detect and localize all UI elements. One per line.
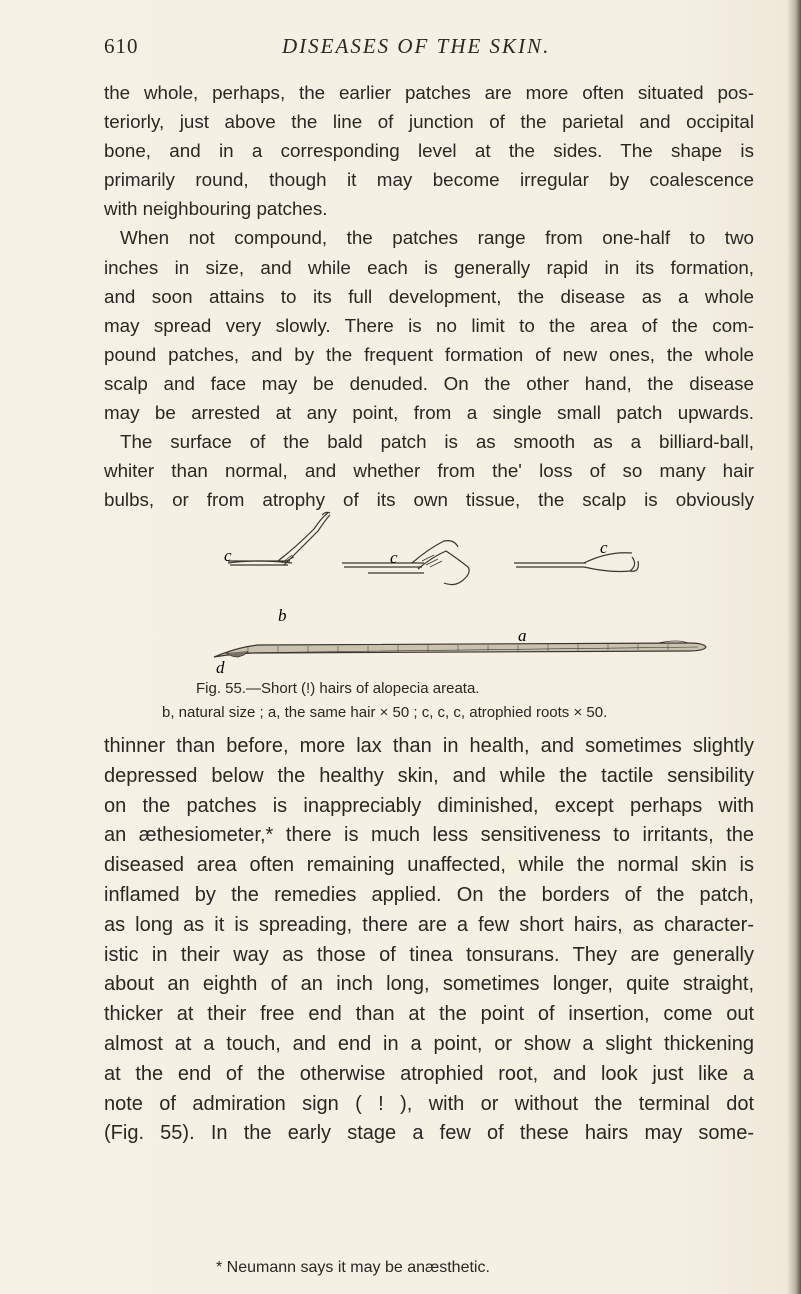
text-line: primarily round, though it may become irregular by coalescence <box>104 169 754 191</box>
text-line: scalp and face may be denuded. On the other hand, the disease <box>104 372 754 394</box>
text-line: may spread very slowly. There is no limit to the area of the com- <box>104 314 754 336</box>
text-line: at the end of the otherwise atrophied root, and look just like a <box>104 1062 754 1085</box>
text-line: The surface of the bald patch is as smooth as a billiard-ball, <box>120 431 754 453</box>
text-line: (Fig. 55). In the early stage a few of these hairs may some- <box>104 1122 754 1145</box>
label-b: b <box>278 606 287 625</box>
text-line: with neighbouring patches. <box>104 198 328 220</box>
text-line: on the patches is inappreciably diminished, except perhaps with <box>104 794 754 817</box>
label-c-left: c <box>224 546 232 565</box>
text-line: about an eighth of an inch long, sometimes longer, quite straight, <box>104 973 754 996</box>
text-line: depressed below the healthy skin, and while the tactile sensibility <box>104 764 754 787</box>
text-line: an æthesiometer,* there is much less sensitiveness to irritants, the <box>104 824 754 847</box>
atrophied-root-1 <box>228 512 330 565</box>
label-c-right: c <box>600 538 608 557</box>
text-line: thinner than before, more lax than in health, and sometimes slightly <box>104 735 754 757</box>
text-line: whiter than normal, and whether from the' loss of so many hair <box>104 460 754 482</box>
text-line: istic in their way as those of tinea tonsurans. They are generally <box>104 943 754 966</box>
text-line: almost at a touch, and end in a point, or show a slight thickening <box>104 1032 754 1055</box>
text-line: thicker at their free end than at the point of insertion, come out <box>104 1003 754 1026</box>
text-line: as long as it is spreading, there are a few short hairs, as character- <box>104 913 754 936</box>
atrophied-root-3 <box>514 553 638 572</box>
text-line: note of admiration sign ( ! ), with or without the terminal dot <box>104 1092 754 1115</box>
label-a: a <box>518 626 527 645</box>
label-d: d <box>216 658 225 677</box>
paragraph-bottom <box>104 732 754 1149</box>
text-line: bulbs, or from atrophy of its own tissue, the scalp is obviously <box>104 489 754 511</box>
text-line: teriorly, just above the line of junction of the parietal and occipital <box>104 111 754 133</box>
running-title: DISEASES OF THE SKIN. <box>282 34 551 58</box>
footnote: * Neumann says it may be anæsthetic. <box>216 1259 490 1276</box>
page-edge-shadow <box>787 0 801 1294</box>
text-line: and soon attains to its full development, the disease as a whole <box>104 285 754 307</box>
text-line: diseased area often remaining unaffected, while the normal skin is <box>104 854 754 877</box>
text-line: inflamed by the remedies applied. On the borders of the patch, <box>104 883 754 906</box>
label-c-middle: c <box>390 548 398 567</box>
atrophied-root-2 <box>342 541 469 585</box>
text-line: pound patches, and by the frequent formation of new ones, the whole <box>104 343 754 365</box>
figure-55 <box>218 507 718 687</box>
text-line: inches in size, and while each is generally rapid in its formation, <box>104 256 754 278</box>
text-line: When not compound, the patches range from one-half to two <box>120 227 754 249</box>
long-hair-a <box>214 641 706 657</box>
text-line: may be arrested at any point, from a single small patch upwards. <box>104 402 754 424</box>
paragraph-top <box>104 78 754 514</box>
hair-illustration <box>218 507 718 687</box>
figure-caption: Fig. 55.—Short (!) hairs of alopecia areata. <box>196 680 480 697</box>
running-head <box>104 34 754 64</box>
text-line: bone, and in a corresponding level at the sides. The shape is <box>104 140 754 162</box>
page-number: 610 <box>104 34 139 58</box>
text-line: the whole, perhaps, the earlier patches are more often situated pos- <box>104 82 754 103</box>
figure-caption-legend: b, natural size ; a, the same hair × 50 ; c, c, c, atrophied roots × 50. <box>162 704 608 721</box>
